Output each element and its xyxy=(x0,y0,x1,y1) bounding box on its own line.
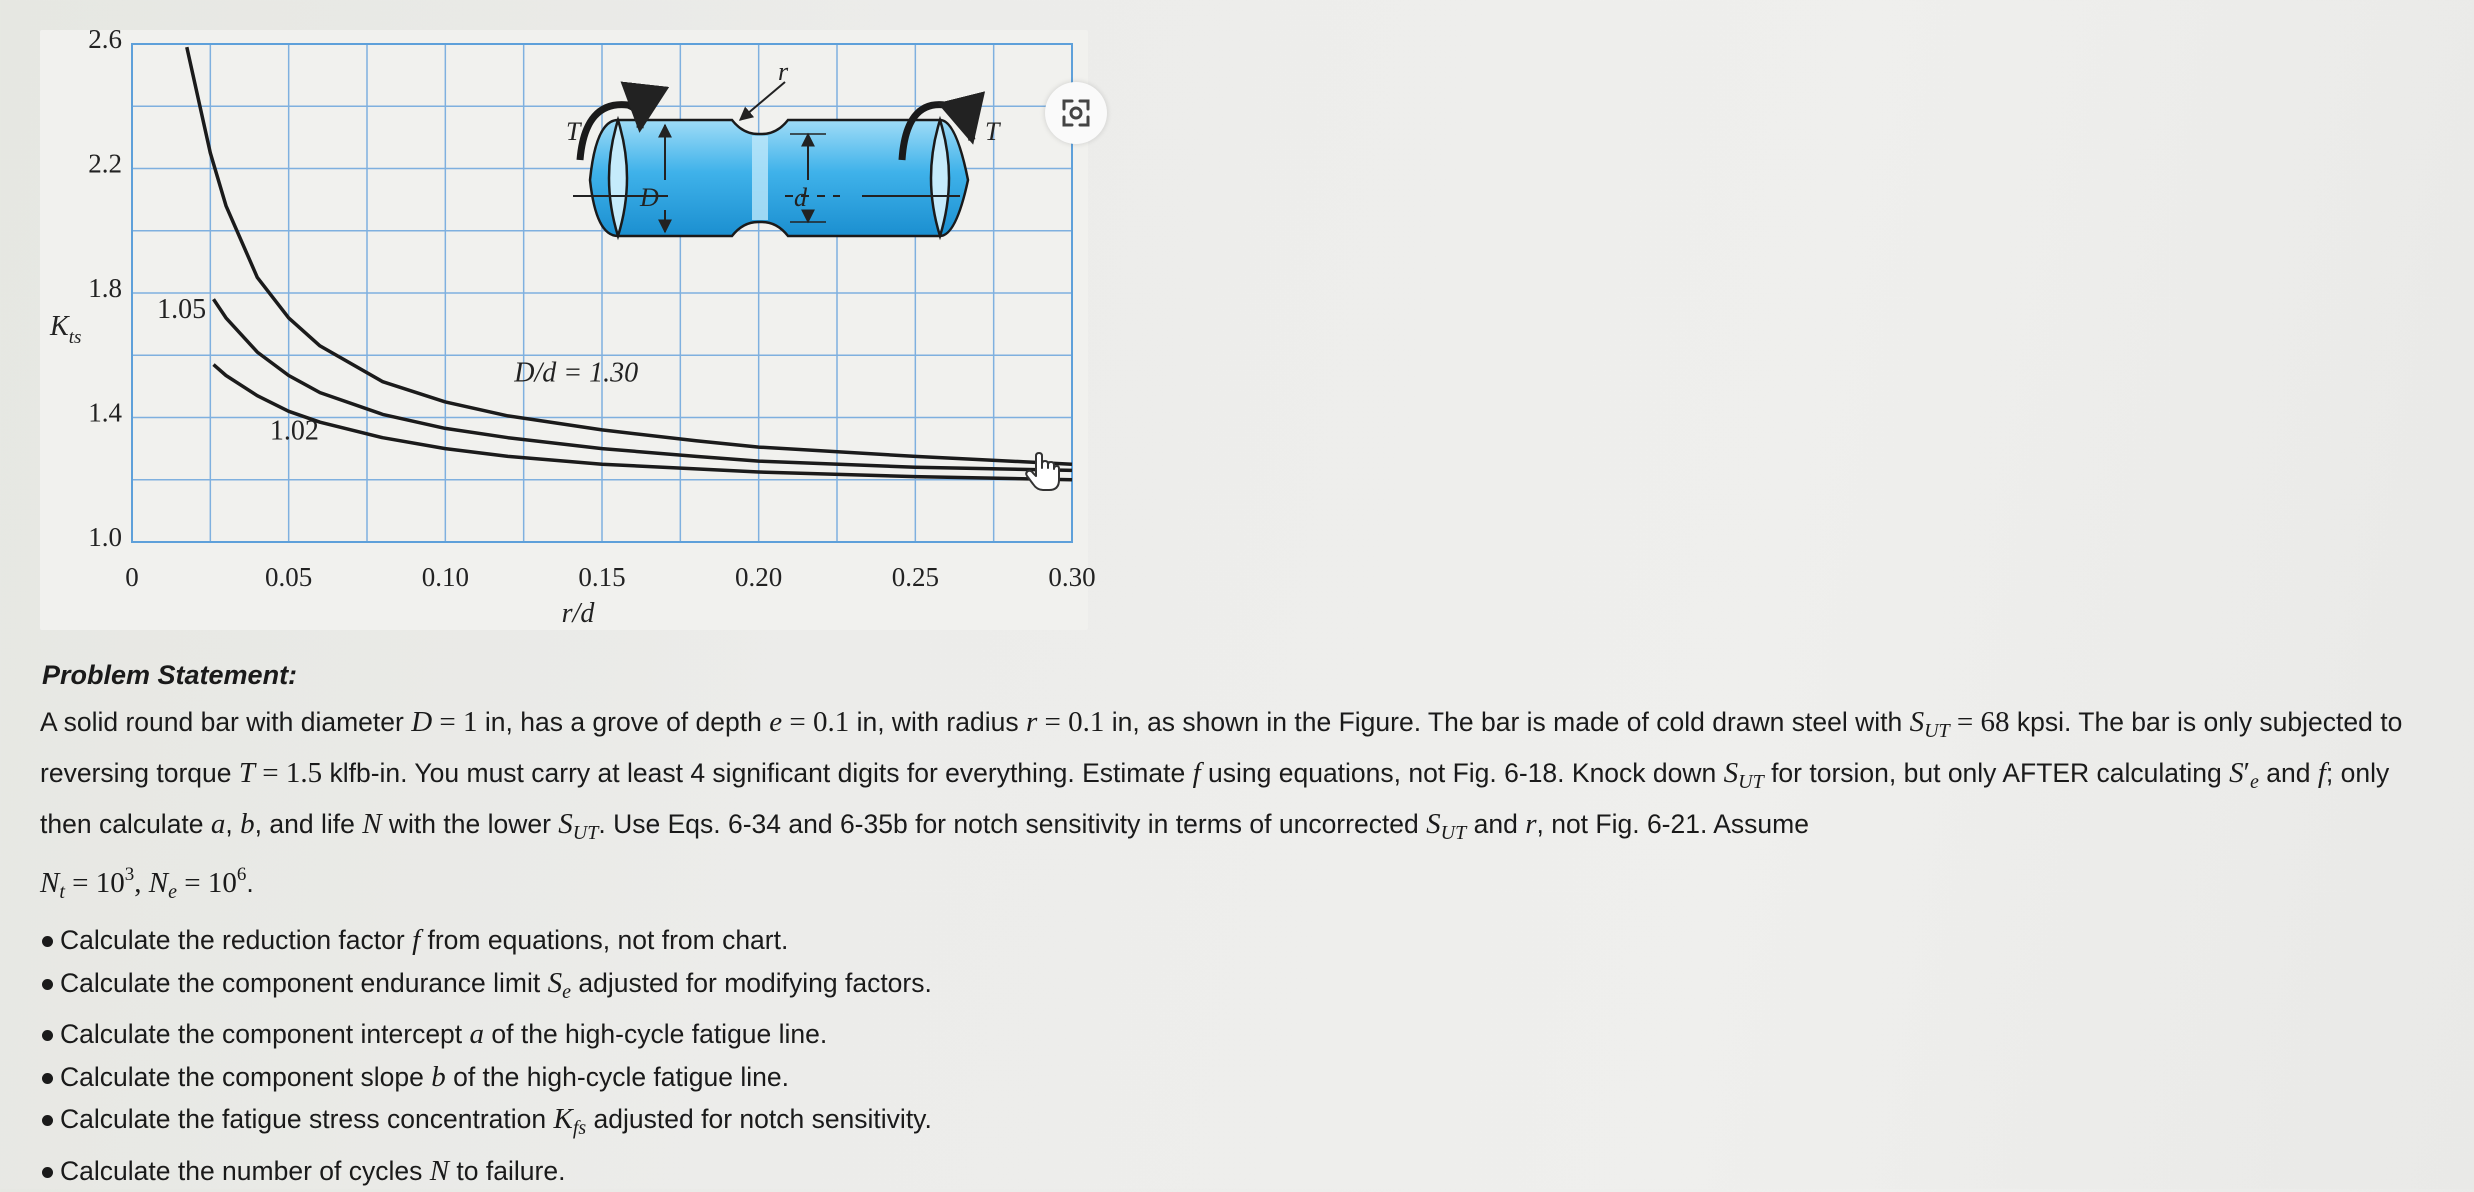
curve-label: D/d = 1.30 xyxy=(513,358,638,389)
y-axis-ticks xyxy=(88,24,122,552)
curve-label: 1.02 xyxy=(270,415,319,446)
shaft-diagram xyxy=(566,57,1001,236)
x-tick-label: 0.15 xyxy=(578,562,625,592)
problem-body: A solid round bar with diameter D = 1 in, has a grove of depth e = 0.1 in, with radius r = 0.1 in, as shown in the Figure. The bar is made of cold drawn steel with $S_{UT} = 68$ kpsi. The bar is only subjected to reversing torque T = 1.5 klfb-in. You must carry at least 4 significant digits for everything. Estimate f using equations, not Fig. 6-18. Knock down $S_{UT}$ for torsion, but only AFTER calculating $S'_e$ and f; only then calculate a, b, and life N with the lower $S_{UT}$. Use Eqs. 6-34 and 6-35b for notch sensitivity in terms of uncorrected $S_{UT}$ and r, not Fig. 6-21. Assume $N_t = 10^3$, $N_e = 10^6$. xyxy=(40,701,2440,913)
major-diameter-label: D xyxy=(639,183,659,212)
x-tick-label: 0.25 xyxy=(892,562,939,592)
task-item-endurance-limit: Calculate the component endurance limit $S_e$ adjusted for modifying factors. xyxy=(40,962,2440,1014)
curves xyxy=(157,47,1072,480)
task-item-intercept: Calculate the component intercept a of the high-cycle fatigue line. xyxy=(40,1013,2440,1056)
curve-d-d-1-30 xyxy=(187,47,1072,464)
task-item-cycles-to-failure: Calculate the number of cycles N to failure. xyxy=(40,1150,2440,1192)
stress-concentration-chart xyxy=(40,30,1088,630)
y-tick-label: 2.6 xyxy=(88,24,122,54)
curve-label: 1.05 xyxy=(157,294,206,325)
curve-1-05 xyxy=(214,299,1073,470)
task-item-fatigue-stress-concentration: Calculate the fatigue stress concentration $K_{fs}$ adjusted for notch sensitivity. xyxy=(40,1098,2440,1150)
task-item-reduction-factor: Calculate the reduction factor f from equations, not from chart. xyxy=(40,919,2440,962)
torque-label-right: T xyxy=(985,117,1001,146)
x-tick-label: 0.10 xyxy=(422,562,469,592)
x-axis-ticks xyxy=(125,562,1095,592)
x-tick-label: 0.30 xyxy=(1048,562,1095,592)
hand-cursor-icon xyxy=(1022,450,1062,494)
radius-label: r xyxy=(778,57,789,86)
y-tick-label: 1.0 xyxy=(88,522,122,552)
x-tick-label: 0.05 xyxy=(265,562,312,592)
x-tick-label: 0 xyxy=(125,562,139,592)
problem-section xyxy=(40,660,2440,1192)
x-axis-label: r/d xyxy=(562,598,596,629)
capture-image-button[interactable] xyxy=(1045,82,1107,144)
task-item-slope: Calculate the component slope b of the high-cycle fatigue line. xyxy=(40,1056,2440,1099)
radius-leader xyxy=(740,82,785,120)
shaft-body xyxy=(590,120,968,236)
torque-label-left: T xyxy=(566,117,582,146)
x-tick-label: 0.20 xyxy=(735,562,782,592)
figure-panel xyxy=(40,30,1088,630)
curve-1-02 xyxy=(214,365,1073,480)
scan-icon xyxy=(1045,82,1107,144)
y-tick-label: 2.2 xyxy=(88,149,122,179)
minor-diameter-label: d xyxy=(794,183,808,212)
task-list xyxy=(40,919,2440,1192)
y-tick-label: 1.8 xyxy=(88,273,122,303)
y-tick-label: 1.4 xyxy=(88,398,122,428)
groove-highlight xyxy=(752,136,768,220)
y-axis-label: $K_{ts}$ xyxy=(49,311,81,348)
problem-title: Problem Statement: xyxy=(42,660,2440,691)
